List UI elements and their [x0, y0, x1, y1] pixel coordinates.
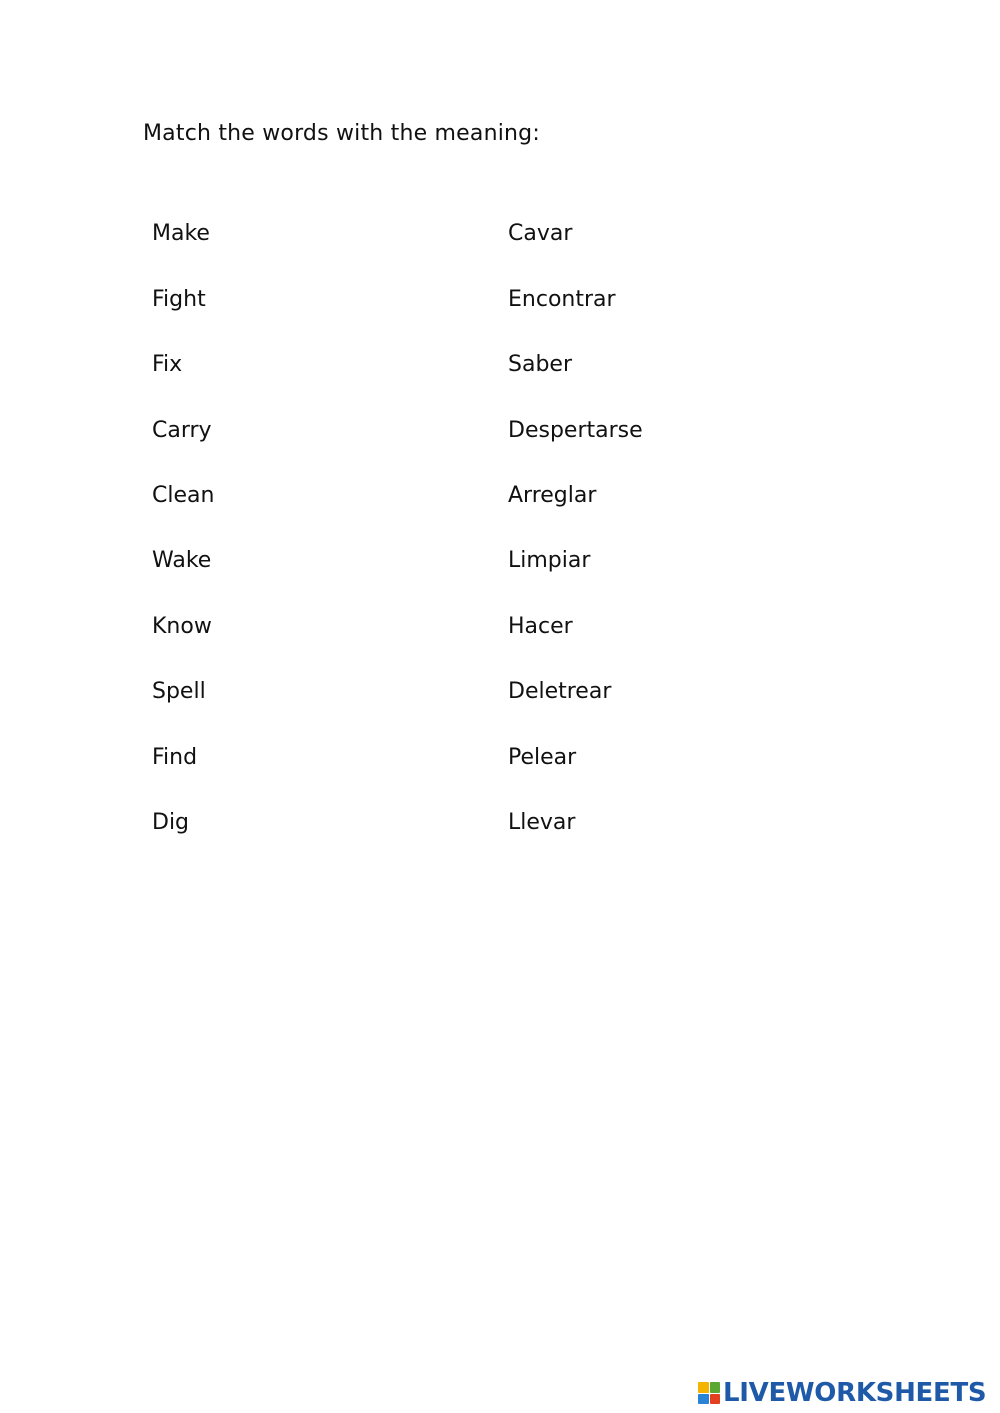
english-word-item[interactable]: Clean [152, 483, 215, 508]
english-word-item[interactable]: Carry [152, 418, 212, 443]
logo-tile [698, 1394, 709, 1405]
english-word-item[interactable]: Fight [152, 287, 206, 312]
logo-tile [710, 1394, 721, 1405]
logo-tile [698, 1382, 709, 1393]
english-word-item[interactable]: Wake [152, 548, 212, 573]
spanish-word-item[interactable]: Hacer [508, 614, 573, 639]
brand-text: LIVEWORKSHEETS [723, 1378, 987, 1408]
spanish-word-item[interactable]: Pelear [508, 745, 577, 770]
logo-tile [710, 1382, 721, 1393]
liveworksheets-brand[interactable] [698, 1377, 986, 1409]
english-word-item[interactable]: Fix [152, 352, 183, 377]
english-word-item[interactable]: Spell [152, 679, 206, 704]
spanish-word-item[interactable]: Arreglar [508, 483, 597, 508]
english-word-item[interactable]: Make [152, 221, 210, 246]
english-word-item[interactable]: Dig [152, 810, 190, 835]
spanish-word-item[interactable]: Cavar [508, 221, 573, 246]
spanish-word-item[interactable]: Limpiar [508, 548, 591, 573]
instruction-heading: Match the words with the meaning: [143, 121, 540, 146]
liveworksheets-logo-icon [698, 1382, 720, 1404]
english-word-item[interactable]: Know [152, 614, 212, 639]
spanish-word-item[interactable]: Despertarse [508, 418, 643, 443]
english-word-item[interactable]: Find [152, 745, 198, 770]
spanish-word-item[interactable]: Saber [508, 352, 572, 377]
spanish-word-item[interactable]: Encontrar [508, 287, 616, 312]
spanish-word-item[interactable]: Deletrear [508, 679, 612, 704]
spanish-word-item[interactable]: Llevar [508, 810, 576, 835]
